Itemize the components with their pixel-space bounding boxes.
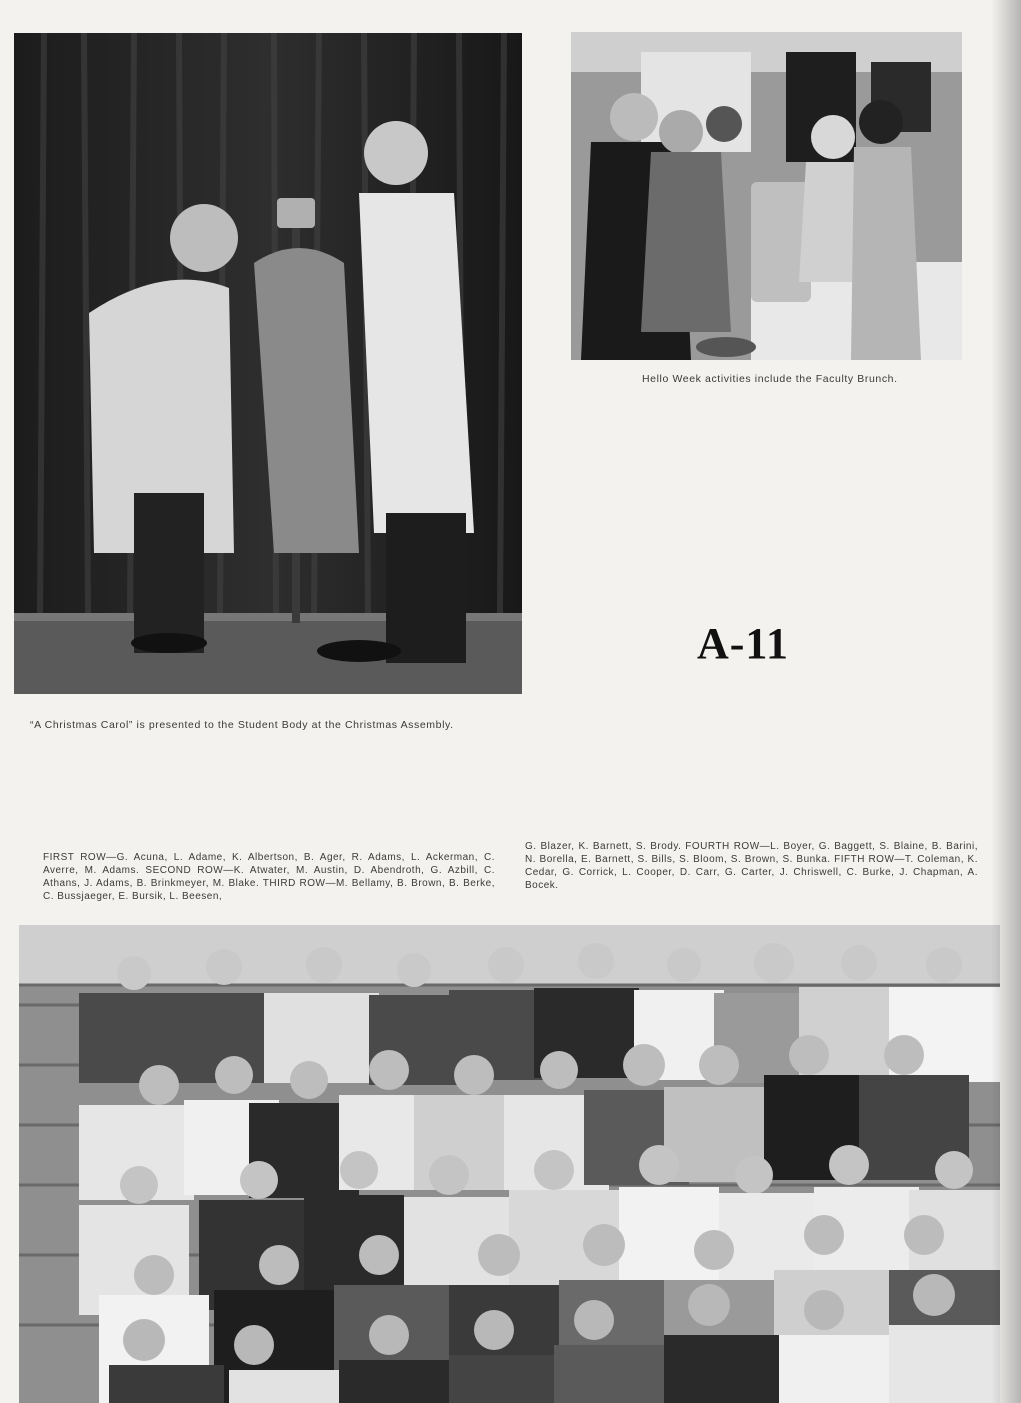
class-group-photo [19,925,1000,1403]
roster-names-right: G. Blazer, K. Barnett, S. Brody. FOURTH ROW—L. Boyer, G. Baggett, S. Blaine, B. Barini, N. Borella, E. Barnett, S. Bills, S. Bloom, S. Brown, S. Bunka. FIFTH ROW—T. Coleman, K. Cedar, G. Corrick, L. Cooper, D. Carr, G. Carter, J. Chriswell, C. Burke, J. Chapman, A. Bocek. [525,841,978,891]
brunch-caption: Hello Week activities include the Faculty Brunch. [642,373,898,385]
stage-caption: “A Christmas Carol” is presented to the Student Body at the Christmas Assembly. [30,719,454,731]
christmas-carol-photo [14,33,522,694]
roster-names-left: FIRST ROW—G. Acuna, L. Adame, K. Albertson, B. Ager, R. Adams, L. Ackerman, C. Averre, M. Adams. SECOND ROW—K. Atwater, M. Austin, D. Abendroth, G. Azbill, C. Athans, J. Adams, B. Brinkmeyer, M. Blake. THIRD ROW—M. Bellamy, B. Brown, B. Berke, C. Bussjaeger, E. Bursik, L. Beesen, [43,852,495,902]
faculty-brunch-photo [571,32,962,360]
page-edge-shadow [991,0,1021,1403]
page-heading: A-11 [697,619,789,668]
